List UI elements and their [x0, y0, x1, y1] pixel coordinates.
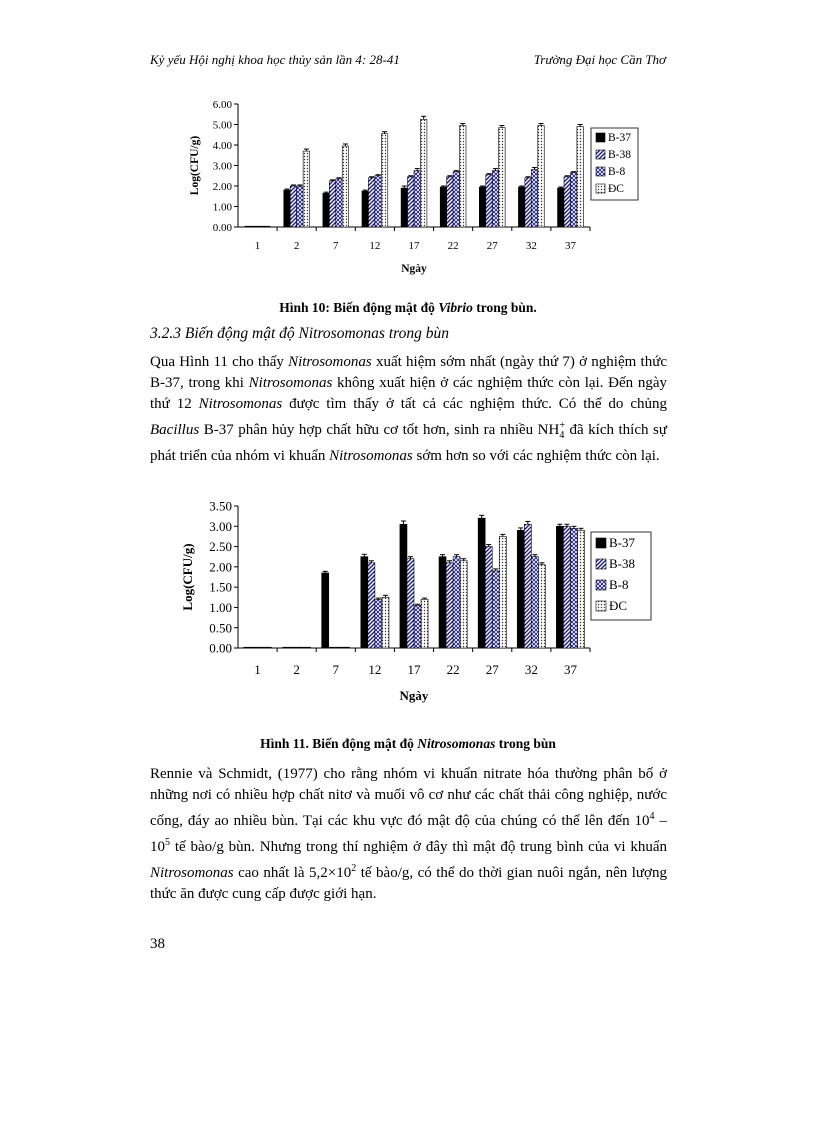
fig11-bar-dc: [460, 561, 467, 648]
fig10-ytick-label: 5.00: [212, 119, 232, 132]
fig10-bar-b-37: [558, 188, 564, 227]
p1-italic-5: Nitrosomonas: [329, 448, 413, 464]
fig11-bar-b-8: [531, 557, 538, 648]
fig11-bar-b-8: [414, 605, 421, 648]
fig11-bar-dc: [577, 530, 584, 648]
fig11-ytick-label: 3.50: [209, 498, 232, 514]
fig11-bar-b-38: [368, 563, 375, 648]
fig10-xtick-label: 17: [408, 240, 420, 252]
fig11-legend-swatch-b-37: [596, 538, 606, 548]
fig11-ytick-label: 2.50: [209, 539, 232, 555]
fig11-bar-b-38: [485, 547, 492, 648]
fig10-bar-b-37: [518, 187, 524, 227]
p2-sup-3: 2: [351, 863, 357, 874]
fig10-bar-b-8: [570, 173, 576, 227]
fig11-bar-b-37: [400, 524, 407, 648]
fig10-bar-b-37: [479, 187, 485, 227]
p1-text-7: sớm hơn so với các nghiệm thức còn lại.: [412, 448, 660, 464]
p2-text-2: – 10: [150, 813, 667, 855]
figure-10-chart: [150, 92, 670, 282]
p2-text-5: tế bào/g, có thể do thời gian nuôi ngắn, nên lượng thức ăn được cung cấp được giới hạn.: [150, 865, 667, 902]
fig10-x-axis-label: Ngày: [401, 263, 427, 275]
p2-text-1: Rennie và Schmidt, (1977) cho rằng nhóm vi khuẩn nitrate hóa thường phân bố ở những nơi có nhiều hợp chất nitơ và muối vô cơ như các chất thải công nghiệp, nước cống, đáy ao nhiều bùn. Tại các khu vực đó mật độ của chúng có thể lên đến 10: [150, 766, 667, 829]
p2-text-4: cao nhất là 5,2×10: [233, 865, 352, 881]
fig10-bar-dc: [381, 134, 387, 227]
fig10-ytick-label: 1.00: [212, 201, 232, 214]
running-header-right: Trường Đại học Cần Thơ: [533, 52, 666, 67]
p1-superscript: +: [559, 420, 565, 431]
figure-11-caption: [0, 736, 816, 752]
fig10-xtick-label: 27: [486, 240, 498, 252]
fig11-legend-label-b-8: B-8: [609, 577, 629, 592]
fig11-xtick-label: 12: [368, 662, 382, 677]
p1-text-3: không xuất hiện ở các nghiệm thức còn lại. Đến ngày thứ 12: [150, 375, 667, 412]
fig10-xtick-label: 32: [525, 240, 537, 252]
fig10-bar-b-38: [564, 177, 570, 227]
fig11-bar-b-37: [517, 530, 524, 648]
fig11-xtick-label: 37: [563, 662, 577, 677]
fig10-bar-b-8: [453, 172, 459, 227]
p2-text-3: tế bào/g bùn. Nhưng trong thí nghiệm ở đây thì mật độ trung bình của vi khuẩn: [170, 839, 667, 855]
fig10-xtick-label: 7: [333, 240, 339, 252]
fig10-bar-b-38: [525, 178, 531, 227]
fig10-ytick-label: 3.00: [212, 160, 232, 173]
p1-text-1: Qua Hình 11 cho thấy: [150, 354, 289, 370]
fig11-xtick-label: 32: [524, 662, 538, 677]
fig10-bar-b-8: [336, 179, 342, 227]
fig11-bar-dc: [499, 536, 506, 648]
figure-11-chart: [150, 492, 670, 712]
fig11-bar-dc: [421, 599, 428, 648]
fig11-bar-b-38: [446, 563, 453, 648]
p1-subscript: 4: [559, 430, 565, 441]
fig10-bar-b-37: [284, 190, 290, 227]
figure-11-caption-suffix: trong bùn: [495, 736, 556, 751]
fig11-xtick-label: 17: [407, 662, 421, 677]
fig10-bar-b-38: [408, 177, 414, 227]
fig10-xtick-label: 2: [293, 240, 300, 252]
fig10-xtick-label: 37: [564, 240, 576, 252]
fig10-bar-b-8: [375, 176, 381, 227]
fig10-bar-dc: [538, 126, 544, 227]
fig10-ytick-label: 6.00: [212, 98, 232, 111]
fig11-ytick-label: 0.00: [209, 640, 232, 656]
fig11-bar-b-8: [453, 557, 460, 648]
fig10-legend-label-b-8: B-8: [608, 166, 626, 178]
fig10-ytick-label: 2.00: [212, 180, 232, 193]
fig10-bar-dc: [460, 126, 466, 227]
p2-italic-1: Nitrosomonas: [150, 865, 234, 881]
fig11-legend-swatch-b-38: [596, 559, 606, 569]
p1-text-4: được tìm thấy ở tất cả các nghiệm thức. Có thể do chủng: [282, 396, 667, 412]
fig10-bar-b-8: [414, 171, 420, 227]
fig10-y-axis-label: Log(CFU/g): [189, 135, 201, 196]
fig10-xtick-label: 1: [254, 240, 261, 252]
fig11-ytick-label: 0.50: [209, 620, 232, 636]
fig11-y-axis-label: Log(CFU/g): [180, 543, 195, 611]
p2-sup-2: 5: [165, 837, 170, 848]
fig10-ytick-label: 4.00: [212, 139, 232, 152]
fig11-legend-swatch-b-8: [596, 580, 606, 590]
paragraph-1: [150, 352, 667, 467]
fig10-bar-b-37: [401, 188, 407, 227]
figure-10-caption: [0, 300, 816, 316]
fig10-bar-b-37: [323, 193, 329, 227]
fig11-bar-b-8: [375, 599, 382, 648]
fig11-ytick-label: 1.50: [209, 579, 232, 595]
fig11-bar-b-37: [361, 557, 368, 648]
fig10-legend-label-b-37: B-37: [608, 132, 631, 144]
figure-11-caption-italic: Nitrosomonas: [417, 736, 496, 751]
fig11-legend-label-b-37: B-37: [609, 535, 635, 550]
fig10-bar-b-37: [440, 187, 446, 227]
fig10-bar-b-8: [297, 186, 303, 227]
p1-text-5: B-37 phân hủy hợp chất hữu cơ tốt hơn, sinh ra nhiều NH: [199, 422, 560, 438]
fig10-bar-dc: [303, 151, 309, 227]
fig10-bar-b-38: [447, 177, 453, 227]
fig10-bar-dc: [342, 146, 348, 227]
fig11-bar-b-37: [322, 573, 329, 648]
fig11-xtick-label: 7: [332, 662, 340, 677]
fig11-legend-swatch-dc: [596, 601, 606, 611]
page-number: 38: [150, 936, 165, 952]
fig10-legend-swatch-dc: [596, 184, 605, 193]
fig11-bar-b-37: [439, 557, 446, 648]
p1-text-6: đã kích thích sự phát triển của nhóm vi khuẩn: [150, 422, 667, 464]
fig11-bar-b-8: [492, 571, 499, 648]
figure-10-caption-suffix: trong bùn.: [472, 300, 537, 315]
fig11-bar-b-37: [556, 526, 563, 648]
fig10-ytick-label: 0.00: [212, 221, 232, 234]
p1-text-2: xuất hiệm sớm nhất (ngày thứ 7) ở nghiệm thức B-37, trong khi: [150, 354, 667, 391]
fig10-legend-label-b-38: B-38: [608, 149, 631, 161]
fig10-legend-swatch-b-37: [596, 133, 605, 142]
section-title: 3.2.3 Biến động mật độ Nitrosomonas trong bùn: [150, 325, 449, 342]
fig10-xtick-label: 22: [447, 240, 459, 252]
fig10-bar-b-8: [492, 171, 498, 227]
fig11-legend-label-dc: ĐC: [609, 598, 628, 613]
running-header-left: Kỷ yếu Hội nghị khoa học thủy sản lần 4: 28-41: [150, 52, 400, 67]
fig11-bar-b-8: [570, 528, 577, 648]
fig10-bar-b-38: [486, 175, 492, 227]
fig10-bar-b-37: [362, 191, 368, 227]
fig11-xtick-label: 1: [254, 662, 261, 677]
fig11-bar-dc: [382, 597, 389, 648]
figure-10-caption-italic: Vibrio: [438, 300, 473, 315]
fig10-legend-label-dc: ĐC: [608, 183, 624, 195]
fig11-bar-b-37: [478, 518, 485, 648]
fig10-bar-b-8: [531, 170, 537, 227]
figure-10-caption-prefix: Hình 10: Biến động mật độ: [279, 300, 439, 315]
paragraph-2: [150, 764, 667, 905]
fig11-xtick-label: 27: [485, 662, 499, 677]
p1-italic-2: Nitrosomonas: [248, 375, 333, 391]
fig11-bar-b-38: [407, 559, 414, 648]
p1-italic-3: Nitrosomonas: [198, 396, 283, 412]
fig10-bar-b-38: [290, 186, 296, 227]
fig10-bar-dc: [577, 127, 583, 227]
p2-sup-1: 4: [649, 811, 655, 822]
fig11-bar-b-38: [563, 526, 570, 648]
fig10-bar-b-38: [368, 178, 374, 227]
fig11-legend-label-b-38: B-38: [609, 556, 635, 571]
figure-11-caption-prefix: Hình 11. Biến động mật độ: [260, 736, 418, 751]
p1-italic-4: Bacillus: [150, 422, 200, 438]
fig11-ytick-label: 2.00: [209, 559, 232, 575]
fig10-legend-swatch-b-8: [596, 167, 605, 176]
fig11-bar-b-38: [524, 524, 531, 648]
fig10-legend-swatch-b-38: [596, 150, 605, 159]
fig11-ytick-label: 1.00: [209, 599, 232, 615]
fig11-ytick-label: 3.00: [209, 518, 232, 534]
fig11-x-axis-label: Ngày: [399, 688, 429, 703]
fig10-xtick-label: 12: [369, 240, 381, 252]
p1-italic-1: Nitrosomonas: [288, 354, 372, 370]
fig10-bar-b-38: [329, 181, 335, 227]
fig11-xtick-label: 22: [446, 662, 460, 677]
fig10-bar-dc: [420, 119, 426, 227]
fig10-bar-dc: [499, 128, 505, 227]
fig11-bar-dc: [538, 565, 545, 648]
fig11-xtick-label: 2: [293, 662, 300, 677]
